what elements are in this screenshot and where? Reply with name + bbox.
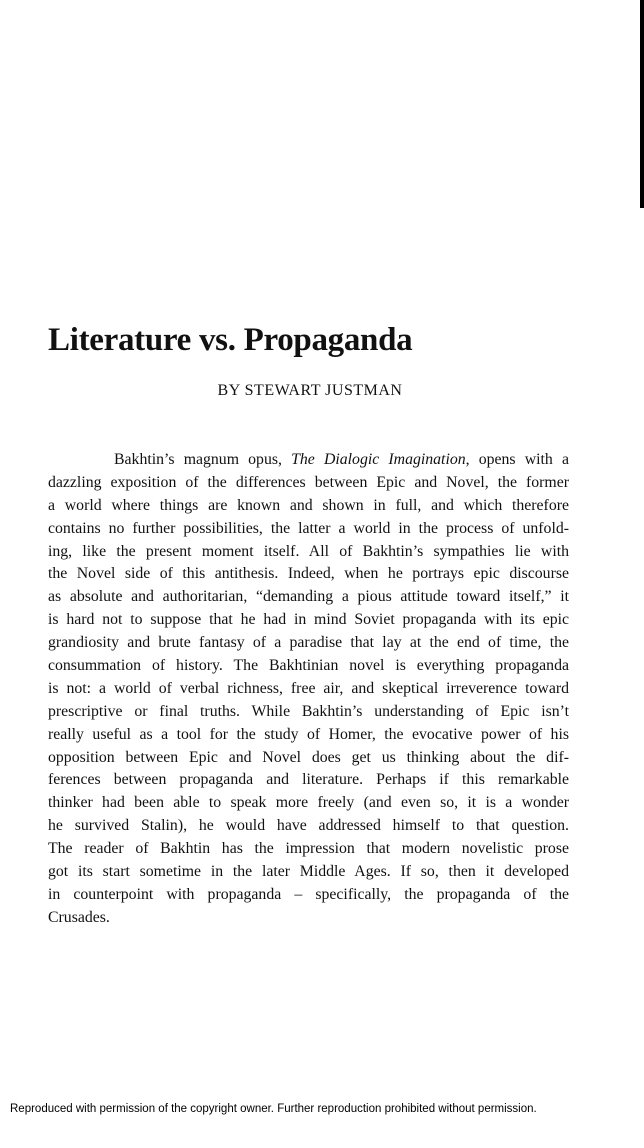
body-line: really useful as a tool for the study of Homer, the evocative power of his (48, 725, 569, 743)
scan-edge-mark (640, 0, 644, 208)
body-line: a world where things are known and shown in full, and which therefore (48, 496, 569, 514)
body-line: he survived Stalin), he would have addressed himself to that question. (48, 817, 569, 835)
author-byline (0, 380, 620, 402)
body-line: ing, like the present moment itself. All of Bakhtin’s sympathies lie with (48, 542, 569, 560)
body-line: is not: a world of verbal richness, free air, and skeptical irreverence toward (48, 679, 569, 697)
body-line: prescriptive or final truths. While Bakhtin’s understanding of Epic isn’t (48, 702, 569, 720)
article-title: Literature vs. Propaganda (48, 322, 413, 358)
body-line: opposition between Epic and Novel does get us thinking about the dif- (48, 748, 569, 766)
body-line: consummation of history. The Bakhtinian novel is everything propaganda (48, 657, 569, 675)
body-line: The reader of Bakhtin has the impression that modern novelistic prose (48, 840, 569, 858)
body-line: as absolute and authoritarian, “demanding a pious attitude toward itself,” it (48, 588, 569, 606)
body-line: is hard not to suppose that he had in mind Soviet propaganda with its epic (48, 611, 569, 629)
body-line: in counterpoint with propaganda – specifically, the propaganda of the (48, 885, 569, 903)
book-title: The Dialogic Imagination (291, 451, 466, 468)
body-line: got its start sometime in the later Middle Ages. If so, then it developed (48, 863, 569, 881)
body-line: the Novel side of this antithesis. Indeed, when he portrays epic discourse (48, 565, 569, 583)
copyright-notice: Reproduced with permission of the copyright owner. Further reproduction prohibited without permission. (10, 1103, 537, 1115)
body-line: thinker had been able to speak more freely (and even so, it is a wonder (48, 794, 569, 812)
body-line: Bakhtin’s magnum opus, The Dialogic Imagination, opens with a (114, 451, 569, 468)
body-line: grandiosity and brute fantasy of a paradise that lay at the end of time, the (48, 634, 569, 652)
body-line: dazzling exposition of the differences between Epic and Novel, the former (48, 473, 569, 491)
body-line: contains no further possibilities, the latter a world in the process of unfold- (48, 519, 569, 537)
body-line: ferences between propaganda and literature. Perhaps if this remarkable (48, 771, 569, 789)
author-byline-text: BY STEWART JUSTMAN (217, 382, 403, 399)
article-body (48, 449, 569, 930)
body-line: Crusades. (48, 908, 110, 926)
